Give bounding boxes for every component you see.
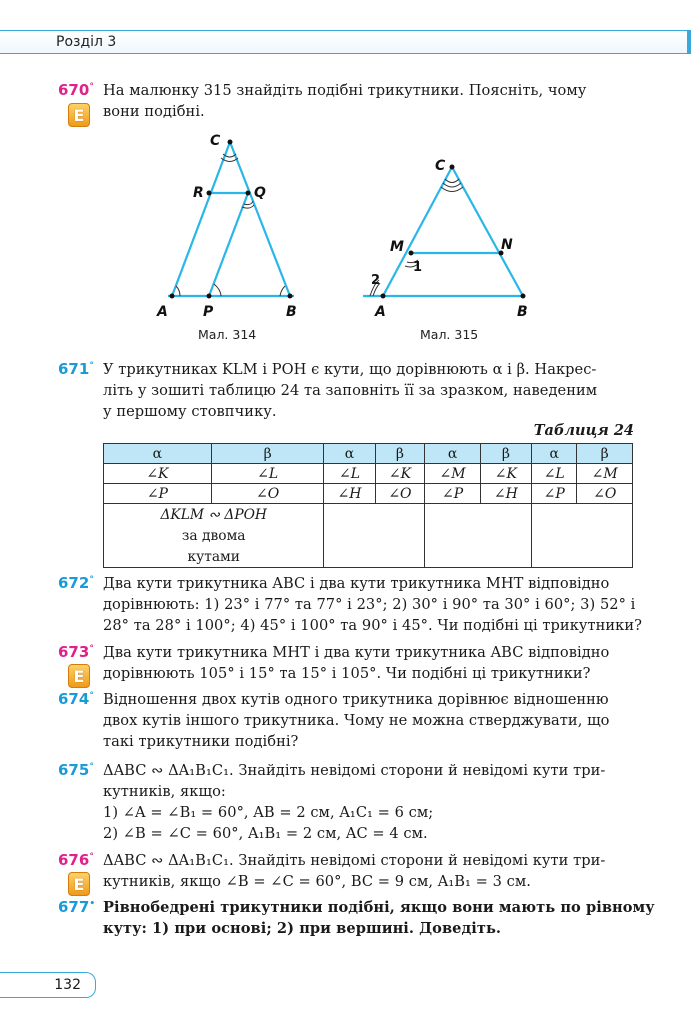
table-cell: ∠K [375,464,425,484]
table-cell: α [531,444,576,464]
problem-674-line2: двох кутів іншого трикутника. Чому не можна стверджувати, що [103,712,610,729]
problem-677-number: 677• [58,898,96,916]
problem-676-number: 676° [58,851,94,869]
table-cell: ∠P [531,484,576,504]
figure-315 [355,150,545,325]
table-header-row [104,444,633,464]
problem-677-line2: куту: 1) при основі; 2) при вершині. Доведіть. [103,920,502,937]
problem-676-line2: кутників, якщо ∠B = ∠C = 60°, BC = 9 см, A₁B₁ = 3 см. [103,873,531,890]
table-cell: α [425,444,481,464]
label-A-315: A [375,304,386,320]
table-cell: ∠H [324,484,375,504]
table-empty-cell [425,504,532,568]
figure-314-caption: Мал. 314 [198,327,257,342]
problem-674-line3: такі трикутники подібні? [103,733,299,750]
problem-674-line1: Відношення двох кутів одного трикутника дорівнює відношенню [103,691,609,708]
table-24-caption: Таблиця 24 [533,422,634,439]
table-cell: ∠P [104,484,212,504]
problem-676-line1: ΔABC ∾ ΔA₁B₁C₁. Знайдіть невідомі сторони й невідомі кути три- [103,852,606,869]
table-cell: ∠L [324,464,375,484]
label-Q-314: Q [254,185,266,201]
label-C-315: C [435,158,446,174]
table-cell: ∠K [480,464,531,484]
table-24 [103,443,633,568]
problem-675-number: 675° [58,761,94,779]
table-cell: ∠O [211,484,324,504]
section-title: Розділ 3 [56,34,117,50]
e-badge-icon: E [68,103,90,127]
table-cell: ∠L [531,464,576,484]
sample-line2: за двома [181,528,246,544]
problem-670-line1: На малюнку 315 знайдіть подібні трикутники. Поясніть, чому [103,82,587,99]
label-B-314: B [286,304,297,320]
problem-671-line1: У трикутниках KLM і POH є кути, що дорівнюють α і β. Накрес- [103,361,597,378]
problem-675-line4: 2) ∠B = ∠C = 60°, A₁B₁ = 2 см, AC = 4 см. [103,825,428,842]
problem-677-line1: Рівнобедрені трикутники подібні, якщо вони мають по рівному [103,899,655,916]
label-P-314: P [203,304,214,320]
problem-672-line3: 28° та 28° і 100°; 4) 45° і 100° та 90° і 45°. Чи подібні ці трикутники? [103,617,643,634]
problem-675-line3: 1) ∠A = ∠B₁ = 60°, AB = 2 см, A₁C₁ = 6 см; [103,804,434,821]
figure-315-caption: Мал. 315 [420,327,479,342]
problem-671-line3: у першому стовпчику. [103,403,277,420]
table-row [104,504,633,568]
label-A-314: A [157,304,168,320]
table-cell: ∠P [425,484,481,504]
table-cell: ∠M [577,464,633,484]
label-M-315: M [390,239,404,255]
problem-674-number: 674° [58,690,94,708]
table-cell: ∠H [480,484,531,504]
figure-314 [150,130,310,325]
table-cell: ∠L [211,464,324,484]
table-cell: ∠O [375,484,425,504]
table-cell: β [211,444,324,464]
problem-671-number: 671° [58,360,94,378]
table-empty-cell [324,504,425,568]
table-cell: β [577,444,633,464]
table-cell: β [375,444,425,464]
sample-line1: ΔKLM ∾ ΔPOH [160,507,267,523]
problem-670-line2: вони подібні. [103,103,205,120]
problem-672-line2: дорівнюють: 1) 23° і 77° та 77° і 23°; 2) 30° і 90° та 30° і 60°; 3) 52° і [103,596,636,613]
page-number: 132 [0,972,96,998]
label-C-314: C [210,133,221,149]
label-N-315: N [501,237,513,253]
table-cell: ∠K [104,464,212,484]
label-angle-1: 1 [413,260,423,275]
table-cell: α [324,444,375,464]
label-R-314: R [193,185,204,201]
problem-670-number: 670° [58,81,94,99]
table-row [104,484,633,504]
problem-673-number: 673° [58,643,94,661]
table-cell: ∠O [577,484,633,504]
table-cell: β [480,444,531,464]
label-angle-2: 2 [371,273,381,288]
table-row [104,464,633,484]
sample-line3: кутами [187,549,240,565]
table-empty-cell [531,504,632,568]
section-header [0,30,691,54]
label-B-315: B [517,304,528,320]
problem-671-line2: літь у зошиті таблицю 24 та заповніть її за зразком, наведеним [103,382,598,399]
table-cell: α [104,444,212,464]
problem-672-number: 672° [58,574,94,592]
e-badge-icon: E [68,872,90,896]
table-cell: ∠M [425,464,481,484]
problem-675-line1: ΔABC ∾ ΔA₁B₁C₁. Знайдіть невідомі сторони й невідомі кути три- [103,762,606,779]
e-badge-icon: E [68,664,90,688]
problem-675-line2: кутників, якщо: [103,783,226,800]
problem-673-line2: дорівнюють 105° і 15° та 15° і 105°. Чи подібні ці трикутники? [103,665,591,682]
problem-672-line1: Два кути трикутника ABC і два кути трикутника MHT відповідно [103,575,610,592]
table-sample-cell [104,504,324,568]
problem-673-line1: Два кути трикутника MHT і два кути трикутника ABC відповідно [103,644,610,661]
